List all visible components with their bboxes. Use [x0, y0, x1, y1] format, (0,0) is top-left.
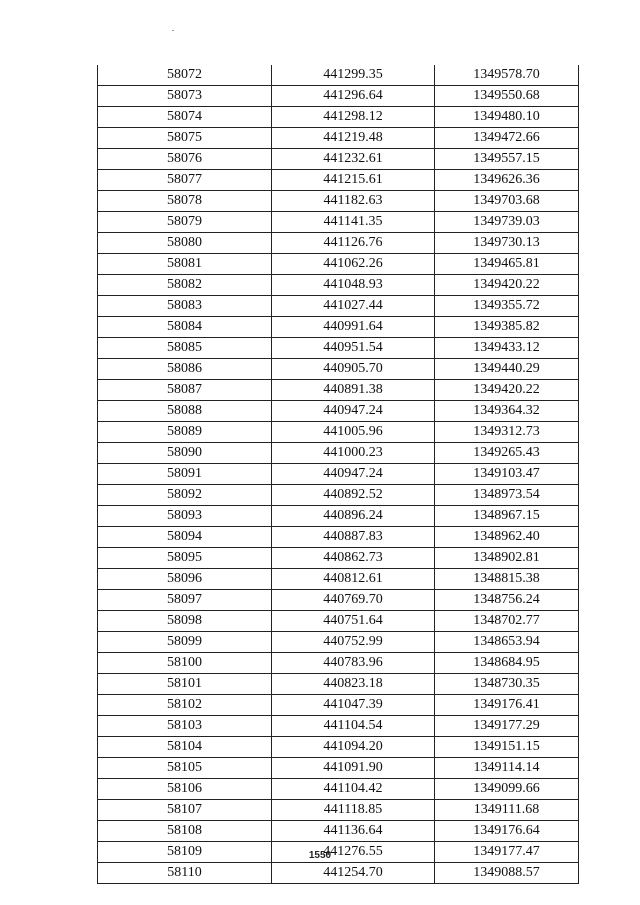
table-row	[98, 779, 579, 800]
y-coordinate-cell: 1349177.47	[435, 842, 579, 863]
y-coordinate-cell: 1348902.81	[435, 548, 579, 569]
x-coordinate-cell: 441254.70	[272, 863, 435, 884]
y-coordinate-cell: 1349578.70	[435, 65, 579, 86]
point-id-cell: 58089	[98, 422, 272, 443]
point-id-cell: 58107	[98, 800, 272, 821]
x-coordinate-cell: 441215.61	[272, 170, 435, 191]
x-coordinate-cell: 441118.85	[272, 800, 435, 821]
point-id-cell: 58102	[98, 695, 272, 716]
x-coordinate-cell: 441296.64	[272, 86, 435, 107]
table-row	[98, 296, 579, 317]
point-id-cell: 58081	[98, 254, 272, 275]
table-row	[98, 275, 579, 296]
table-row	[98, 422, 579, 443]
point-id-cell: 58106	[98, 779, 272, 800]
point-id-cell: 58101	[98, 674, 272, 695]
table-row	[98, 86, 579, 107]
x-coordinate-cell: 441104.42	[272, 779, 435, 800]
point-id-cell: 58100	[98, 653, 272, 674]
x-coordinate-cell: 441104.54	[272, 716, 435, 737]
table-row	[98, 548, 579, 569]
y-coordinate-cell: 1348702.77	[435, 611, 579, 632]
x-coordinate-cell: 441182.63	[272, 191, 435, 212]
y-coordinate-cell: 1349472.66	[435, 128, 579, 149]
x-coordinate-cell: 441048.93	[272, 275, 435, 296]
x-coordinate-cell: 441005.96	[272, 422, 435, 443]
table-row	[98, 443, 579, 464]
x-coordinate-cell: 440812.61	[272, 569, 435, 590]
y-coordinate-cell: 1349557.15	[435, 149, 579, 170]
table-row	[98, 590, 579, 611]
y-coordinate-cell: 1349176.64	[435, 821, 579, 842]
y-coordinate-cell: 1349103.47	[435, 464, 579, 485]
table-row	[98, 65, 579, 86]
point-id-cell: 58091	[98, 464, 272, 485]
x-coordinate-cell: 441232.61	[272, 149, 435, 170]
point-id-cell: 58098	[98, 611, 272, 632]
x-coordinate-cell: 441027.44	[272, 296, 435, 317]
x-coordinate-cell: 441094.20	[272, 737, 435, 758]
x-coordinate-cell: 440905.70	[272, 359, 435, 380]
x-coordinate-cell: 441299.35	[272, 65, 435, 86]
table-row	[98, 170, 579, 191]
point-id-cell: 58109	[98, 842, 272, 863]
point-id-cell: 58092	[98, 485, 272, 506]
point-id-cell: 58104	[98, 737, 272, 758]
x-coordinate-cell: 440896.24	[272, 506, 435, 527]
table-row	[98, 212, 579, 233]
x-coordinate-cell: 440891.38	[272, 380, 435, 401]
x-coordinate-cell: 441047.39	[272, 695, 435, 716]
x-coordinate-cell: 440783.96	[272, 653, 435, 674]
y-coordinate-cell: 1349465.81	[435, 254, 579, 275]
y-coordinate-cell: 1348684.95	[435, 653, 579, 674]
point-id-cell: 58074	[98, 107, 272, 128]
point-id-cell: 58094	[98, 527, 272, 548]
table-row	[98, 149, 579, 170]
y-coordinate-cell: 1349420.22	[435, 275, 579, 296]
x-coordinate-cell: 440752.99	[272, 632, 435, 653]
point-id-cell: 58088	[98, 401, 272, 422]
x-coordinate-cell: 440947.24	[272, 401, 435, 422]
y-coordinate-cell: 1349420.22	[435, 380, 579, 401]
point-id-cell: 58073	[98, 86, 272, 107]
x-coordinate-cell: 440947.24	[272, 464, 435, 485]
point-id-cell: 58103	[98, 716, 272, 737]
x-coordinate-cell: 440862.73	[272, 548, 435, 569]
point-id-cell: 58083	[98, 296, 272, 317]
x-coordinate-cell: 440823.18	[272, 674, 435, 695]
point-id-cell: 58095	[98, 548, 272, 569]
y-coordinate-cell: 1349099.66	[435, 779, 579, 800]
y-coordinate-cell: 1348967.15	[435, 506, 579, 527]
x-coordinate-cell: 441219.48	[272, 128, 435, 149]
table-row	[98, 380, 579, 401]
point-id-cell: 58076	[98, 149, 272, 170]
table-body	[98, 65, 579, 884]
table-row	[98, 821, 579, 842]
point-id-cell: 58097	[98, 590, 272, 611]
y-coordinate-cell: 1349088.57	[435, 863, 579, 884]
y-coordinate-cell: 1348815.38	[435, 569, 579, 590]
table-row	[98, 800, 579, 821]
point-id-cell: 58079	[98, 212, 272, 233]
point-id-cell: 58085	[98, 338, 272, 359]
y-coordinate-cell: 1348730.35	[435, 674, 579, 695]
table-row	[98, 632, 579, 653]
point-id-cell: 58072	[98, 65, 272, 86]
y-coordinate-cell: 1349176.41	[435, 695, 579, 716]
y-coordinate-cell: 1349730.13	[435, 233, 579, 254]
x-coordinate-cell: 441276.55	[272, 842, 435, 863]
y-coordinate-cell: 1349385.82	[435, 317, 579, 338]
point-id-cell: 58078	[98, 191, 272, 212]
x-coordinate-cell: 441136.64	[272, 821, 435, 842]
y-coordinate-cell: 1348962.40	[435, 527, 579, 548]
x-coordinate-cell: 441000.23	[272, 443, 435, 464]
point-id-cell: 58084	[98, 317, 272, 338]
table-row	[98, 611, 579, 632]
y-coordinate-cell: 1349364.32	[435, 401, 579, 422]
y-coordinate-cell: 1348973.54	[435, 485, 579, 506]
table-row	[98, 464, 579, 485]
y-coordinate-cell: 1349355.72	[435, 296, 579, 317]
scan-speck	[172, 30, 174, 31]
page-number: 1550	[308, 850, 332, 861]
coordinates-table	[97, 65, 579, 884]
y-coordinate-cell: 1349433.12	[435, 338, 579, 359]
table-row	[98, 569, 579, 590]
y-coordinate-cell: 1349151.15	[435, 737, 579, 758]
x-coordinate-cell: 440751.64	[272, 611, 435, 632]
table-row	[98, 758, 579, 779]
table-row	[98, 107, 579, 128]
x-coordinate-cell: 440892.52	[272, 485, 435, 506]
x-coordinate-cell: 441062.26	[272, 254, 435, 275]
y-coordinate-cell: 1349550.68	[435, 86, 579, 107]
x-coordinate-cell: 441091.90	[272, 758, 435, 779]
table-row	[98, 359, 579, 380]
point-id-cell: 58090	[98, 443, 272, 464]
table-row	[98, 695, 579, 716]
table-row	[98, 338, 579, 359]
x-coordinate-cell: 440887.83	[272, 527, 435, 548]
table-row	[98, 254, 579, 275]
y-coordinate-cell: 1349703.68	[435, 191, 579, 212]
table-row	[98, 674, 579, 695]
y-coordinate-cell: 1348756.24	[435, 590, 579, 611]
y-coordinate-cell: 1349480.10	[435, 107, 579, 128]
table-row	[98, 401, 579, 422]
point-id-cell: 58082	[98, 275, 272, 296]
y-coordinate-cell: 1349739.03	[435, 212, 579, 233]
table-row	[98, 527, 579, 548]
point-id-cell: 58075	[98, 128, 272, 149]
x-coordinate-cell: 441126.76	[272, 233, 435, 254]
table-row	[98, 191, 579, 212]
y-coordinate-cell: 1349111.68	[435, 800, 579, 821]
y-coordinate-cell: 1348653.94	[435, 632, 579, 653]
y-coordinate-cell: 1349114.14	[435, 758, 579, 779]
point-id-cell: 58086	[98, 359, 272, 380]
point-id-cell: 58110	[98, 863, 272, 884]
x-coordinate-cell: 441298.12	[272, 107, 435, 128]
table-row	[98, 485, 579, 506]
x-coordinate-cell: 440991.64	[272, 317, 435, 338]
y-coordinate-cell: 1349312.73	[435, 422, 579, 443]
table-row	[98, 128, 579, 149]
y-coordinate-cell: 1349440.29	[435, 359, 579, 380]
table-row	[98, 506, 579, 527]
x-coordinate-cell: 441141.35	[272, 212, 435, 233]
point-id-cell: 58093	[98, 506, 272, 527]
point-id-cell: 58087	[98, 380, 272, 401]
x-coordinate-cell: 440951.54	[272, 338, 435, 359]
table-row	[98, 863, 579, 884]
point-id-cell: 58108	[98, 821, 272, 842]
table-row	[98, 233, 579, 254]
point-id-cell: 58077	[98, 170, 272, 191]
point-id-cell: 58080	[98, 233, 272, 254]
table-row	[98, 653, 579, 674]
table-row	[98, 317, 579, 338]
point-id-cell: 58105	[98, 758, 272, 779]
x-coordinate-cell: 440769.70	[272, 590, 435, 611]
table-row	[98, 737, 579, 758]
point-id-cell: 58096	[98, 569, 272, 590]
y-coordinate-cell: 1349626.36	[435, 170, 579, 191]
y-coordinate-cell: 1349177.29	[435, 716, 579, 737]
point-id-cell: 58099	[98, 632, 272, 653]
y-coordinate-cell: 1349265.43	[435, 443, 579, 464]
table-row	[98, 716, 579, 737]
